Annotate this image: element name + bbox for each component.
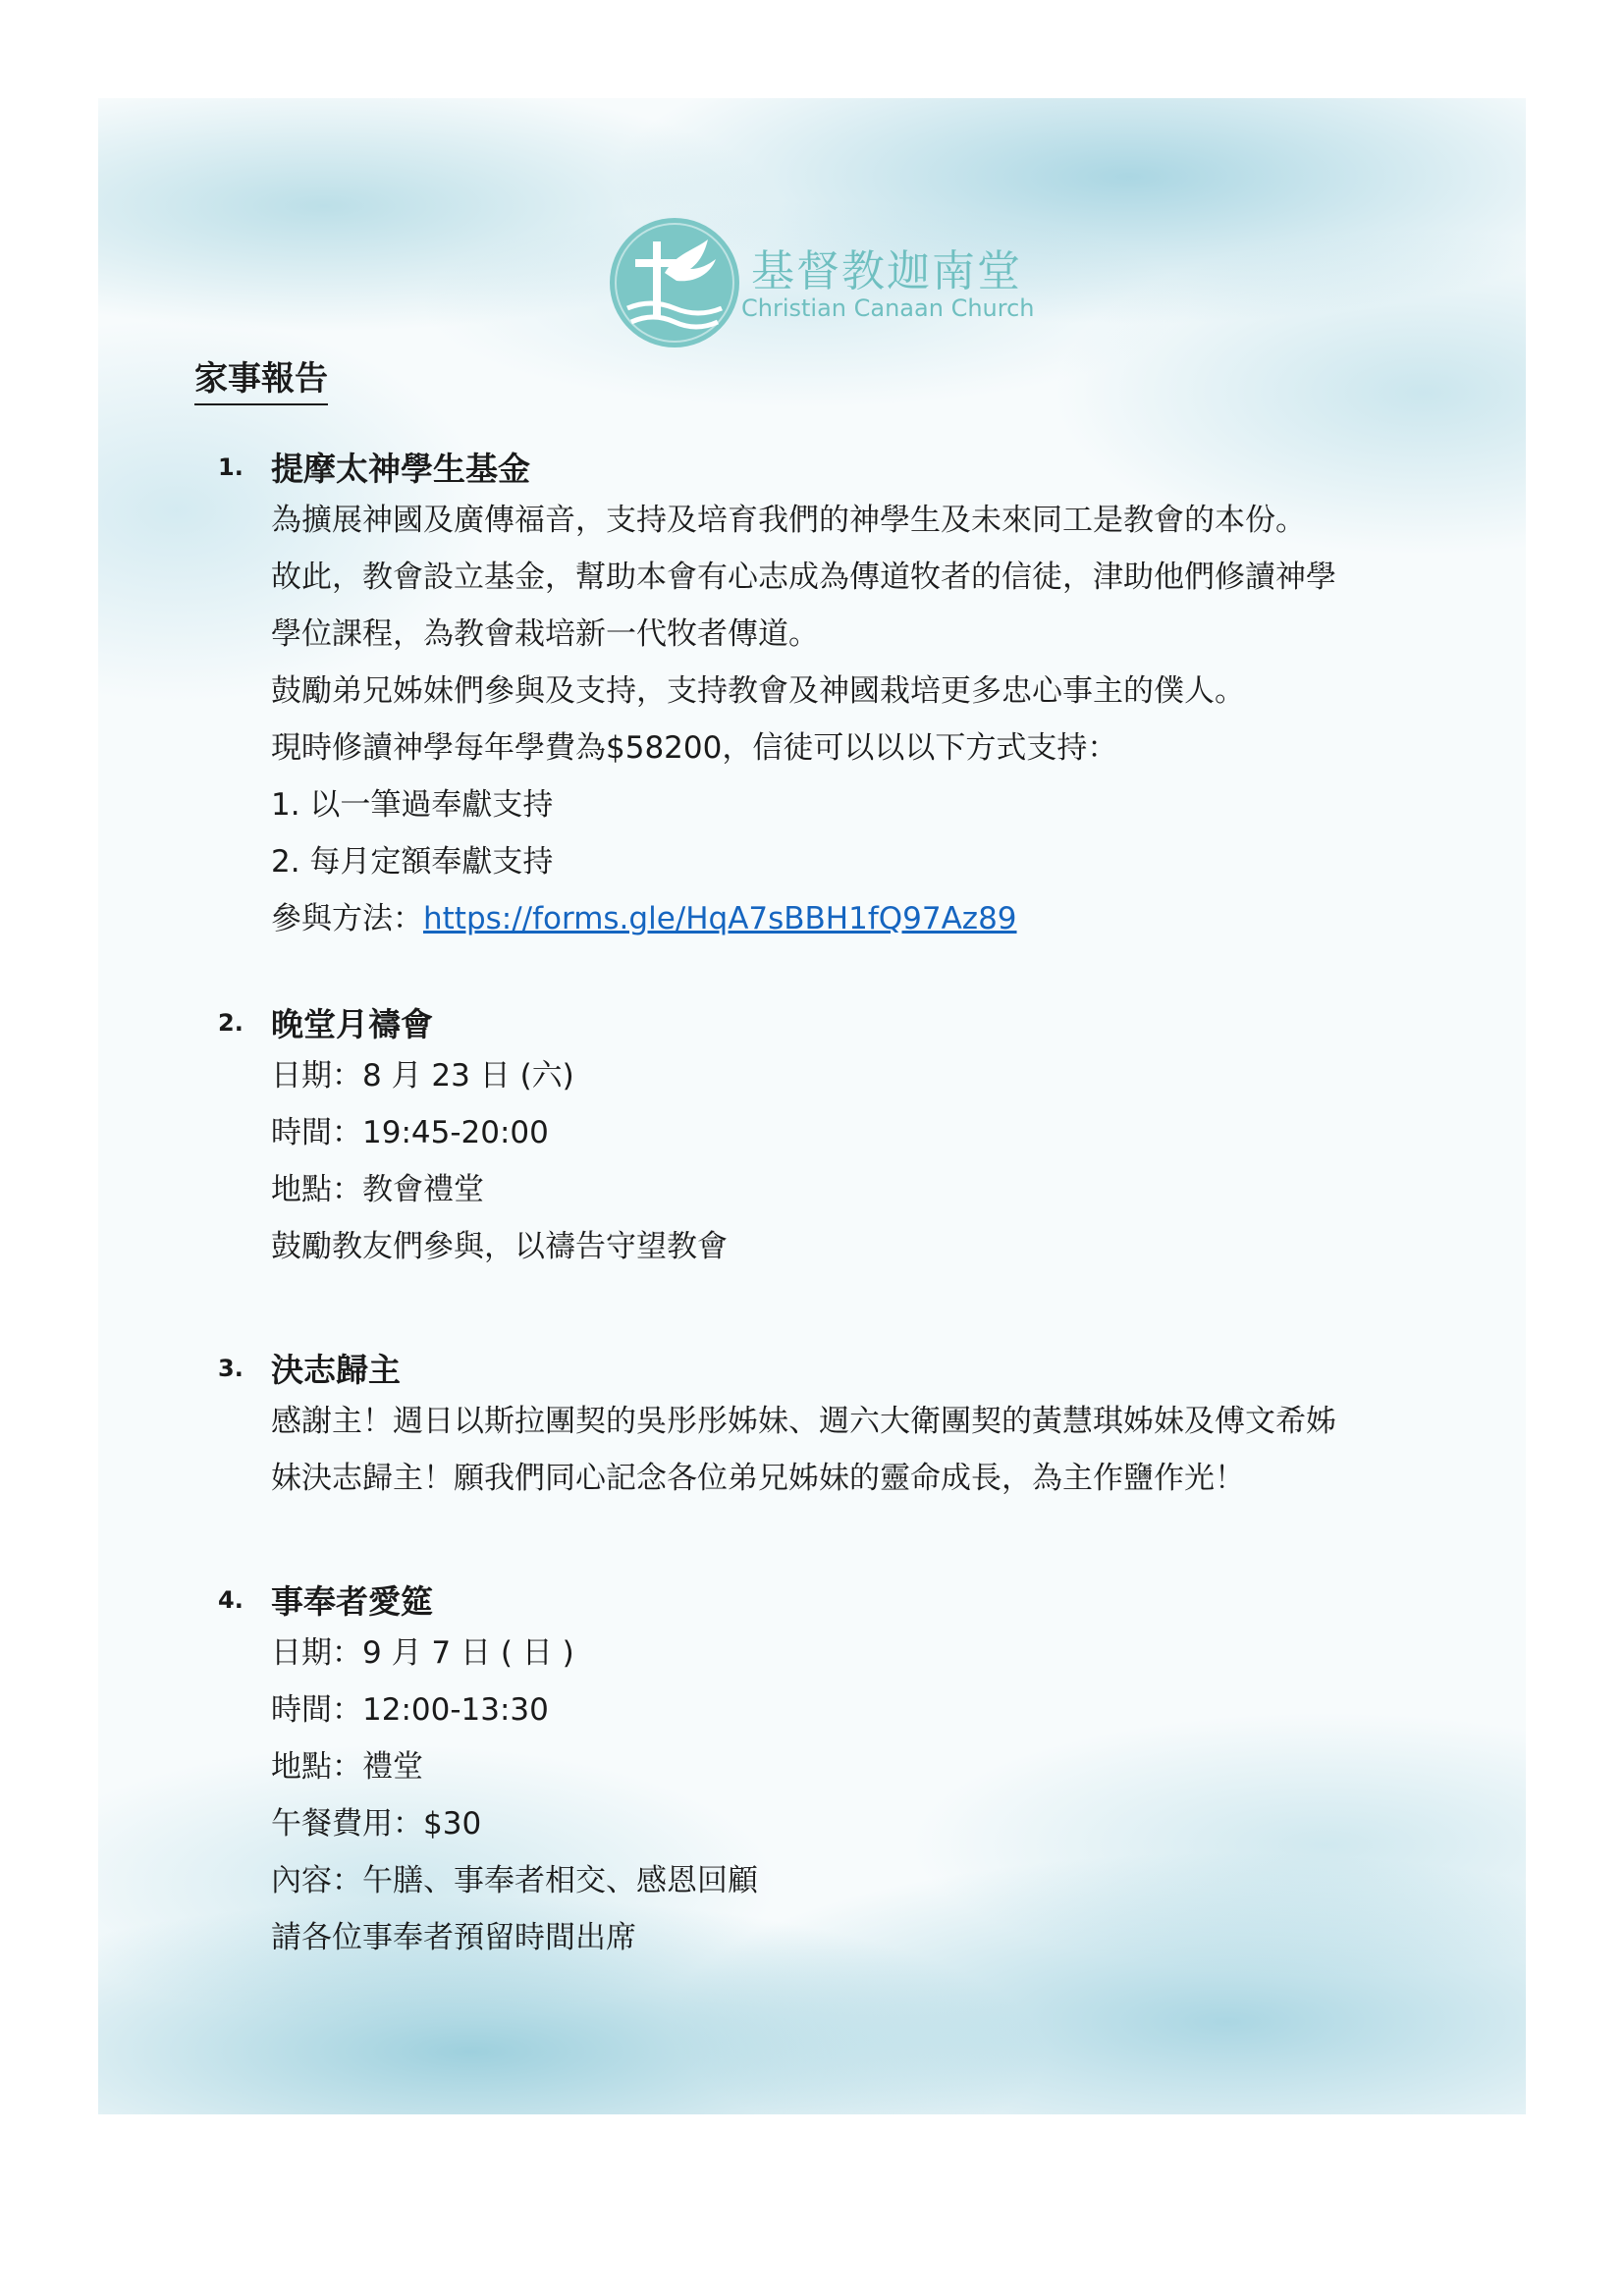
signup-form-link[interactable]: https://forms.gle/HqA7sBBH1fQ97Az89 bbox=[423, 901, 1017, 936]
item-line: 請各位事奉者預留時間出席 bbox=[271, 1920, 636, 1955]
dove-cross-waves-icon bbox=[606, 214, 743, 351]
participation-label: 參與方法： bbox=[271, 901, 423, 936]
item-line: 現時修讀神學每年學費為$58200，信徒可以以以下方式支持： bbox=[271, 730, 1118, 766]
item-title: 決志歸主 bbox=[271, 1351, 401, 1389]
item-line: 鼓勵教友們參與，以禱告守望教會 bbox=[271, 1229, 728, 1264]
item-line: 地點：禮堂 bbox=[271, 1749, 423, 1785]
item-line: 地點：教會禮堂 bbox=[271, 1172, 484, 1207]
item-line: 妹決志歸主！願我們同心記念各位弟兄姊妹的靈命成長，為主作鹽作光！ bbox=[271, 1461, 1245, 1496]
item-line: 時間：19:45-20:00 bbox=[271, 1115, 549, 1150]
item-line: 感謝主！週日以斯拉團契的吳彤彤姊妹、週六大衛團契的黃慧琪姊妹及傅文希姊 bbox=[271, 1404, 1336, 1439]
item-number: 4. bbox=[218, 1586, 244, 1614]
item-title: 晚堂月禱會 bbox=[271, 1005, 433, 1043]
church-logo bbox=[606, 214, 1038, 351]
item-line: 為擴展神國及廣傳福音，支持及培育我們的神學生及未來同工是教會的本份。 bbox=[271, 503, 1306, 538]
item-title: 提摩太神學生基金 bbox=[271, 450, 530, 488]
item-number: 2. bbox=[218, 1009, 244, 1037]
page-heading: 家事報告 bbox=[194, 351, 328, 405]
church-name-en: Christian Canaan Church bbox=[741, 294, 1035, 322]
item-line: 1. 以一筆過奉獻支持 bbox=[271, 787, 554, 823]
item-line: 日期：8 月 23 日 (六) bbox=[271, 1058, 574, 1094]
church-name-cn: 基督教迦南堂 bbox=[751, 246, 1022, 296]
participation-line bbox=[271, 899, 1459, 956]
item-line: 鼓勵弟兄姊妹們參與及支持，支持教會及神國栽培更多忠心事主的僕人。 bbox=[271, 673, 1245, 709]
item-line: 故此，教會設立基金，幫助本會有心志成為傳道牧者的信徒，津助他們修讀神學 bbox=[271, 560, 1336, 595]
item-number: 3. bbox=[218, 1355, 244, 1382]
item-number: 1. bbox=[218, 454, 244, 481]
item-line: 學位課程，為教會栽培新一代牧者傳道。 bbox=[271, 616, 819, 652]
item-line: 2. 每月定額奉獻支持 bbox=[271, 844, 554, 880]
item-title: 事奉者愛筵 bbox=[271, 1582, 433, 1621]
item-line: 日期：9 月 7 日 ( 日 ) bbox=[271, 1635, 574, 1671]
item-line: 時間：12:00-13:30 bbox=[271, 1692, 549, 1728]
item-line: 午餐費用：$30 bbox=[271, 1806, 482, 1842]
item-line: 內容：午膳、事奉者相交、感恩回顧 bbox=[271, 1863, 758, 1898]
